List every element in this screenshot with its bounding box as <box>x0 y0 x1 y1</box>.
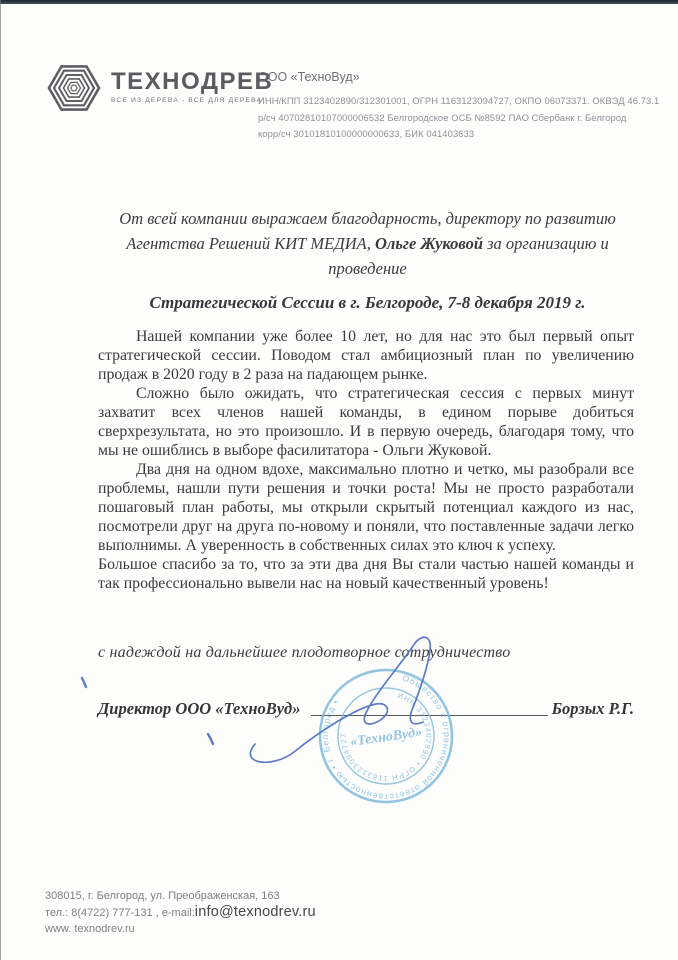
brand-name: ТЕХНОДРЕВ <box>111 68 274 95</box>
footer-website: www. texnodrev.ru <box>45 923 135 935</box>
title-line-2 <box>95 231 640 256</box>
signature-ink-icon <box>70 626 470 781</box>
title-line-2-pre: Агентства Решений КИТ МЕДИА, <box>126 234 375 253</box>
stamp-inner-ring-text: ИНН 3123402890 • ОГРН 1163123094727 <box>338 690 433 784</box>
requisites-line-3: корр/сч 30101810100000000633, БИК 041403633 <box>258 128 475 139</box>
company-requisites-block <box>258 70 670 143</box>
scan-left-edge <box>0 0 1 960</box>
body-paragraph-2: Сложно было ожидать, что стратегическая сессия с первых минут захватит всех членов нашей команды, в едином порыве добиться сверхрезультата, но это произошло. И в первую очередь, благодаря тому, что мы не ошиблись в выборе фасилитатора - Ольги Жуковой. <box>98 385 634 459</box>
recipient-name: Ольге Жуковой <box>374 234 483 253</box>
scan-top-edge <box>0 0 678 4</box>
footer-phone-email <box>45 904 316 921</box>
footer-phone: тел.: 8(4722) 777-131 , e-mail: <box>45 907 195 919</box>
logo-hexagon-icon <box>46 60 102 116</box>
letter-title-block <box>95 206 640 315</box>
requisites-line-1: ИНН/КПП 3123402890/312301001, ОГРН 1163123094727, ОКПО 06073371. ОКВЭД 46.73.1 <box>258 95 660 106</box>
signature-role: Директор ООО «ТехноВуд» <box>98 699 301 718</box>
brand-tagline: ВСЕ ИЗ ДЕРЕВА - ВСЕ ДЛЯ ДЕРЕВА <box>111 97 263 104</box>
closing-line: с надеждой на дальнейшее плодотворное сотрудничество <box>98 644 511 661</box>
company-name: ООО «ТехноВуд» <box>258 70 360 84</box>
body-paragraph-3: Два дня на одном вдохе, максимально плотно и четко, мы разобрали все проблемы, нашли пути решения и точки роста! Мы не просто разработали пошаговый план работы, мы открыли скрытый потенциал каждого из нас, посмотрели друг на друга по-новому и поняли, что поставленные задачи легко выполнимы. А уверенность в собственных силах это ключ к успеху. <box>98 461 634 554</box>
stamp-outer-ring-text: Общество с ограниченной ответственностью • г. Белгород • <box>319 672 453 803</box>
signature-name: Борзых Р.Г. <box>551 699 634 718</box>
body-paragraph-1: Нашей компании уже более 10 лет, но для нас это был первый опыт стратегической сессии. Поводом стал амбициозный план по увеличению продаж в 2020 году в 2 раза на падающем рынке. <box>98 328 634 383</box>
footer-address: 308015, г. Белгород, ул. Преображенская, 163 <box>45 890 280 902</box>
subject-line: Стратегической Сессии в г. Белгороде, 7-8 декабря 2019 г. <box>149 293 586 312</box>
handwritten-signature <box>70 626 470 781</box>
footer-email: info@texnodrev.ru <box>194 904 316 920</box>
letter-body <box>98 327 634 593</box>
requisites-line-2: р/сч 40702810107000006532 Белгородское ОСБ №8592 ПАО Сбербанк г. Белгород <box>258 111 627 123</box>
company-logo <box>46 60 273 116</box>
title-line-1: От всей компании выражаем благодарность, директору по развитию <box>119 209 616 228</box>
title-line-3: проведение <box>328 259 407 278</box>
title-line-2-post: за организацию и <box>483 234 609 253</box>
stamp-center-text: «ТехноВуд» <box>349 725 424 750</box>
footer-contact-block <box>45 888 316 937</box>
body-paragraph-4: Большое спасибо за то, что за эти два дня Вы стали частью нашей команды и так профессионально вывели нас на новый качественный уровень! <box>98 556 634 592</box>
